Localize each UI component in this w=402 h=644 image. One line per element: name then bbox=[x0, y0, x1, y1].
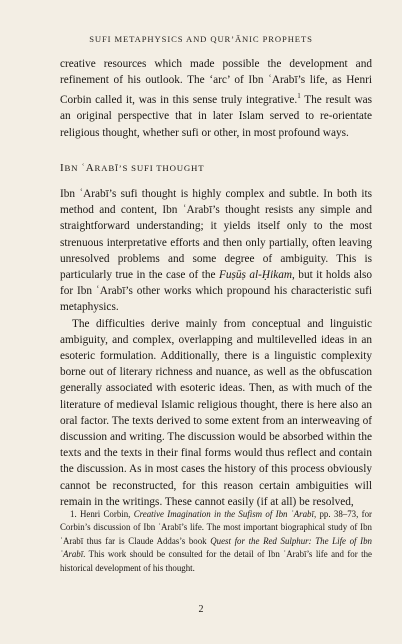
note-reference: 1 bbox=[297, 92, 301, 101]
main-text bbox=[60, 56, 372, 510]
paragraph-one: Ibn ʿArabī’s sufi thought is highly complex and subtle. In both its method and content, Ibn ʿArabī’s thought resists any simple and straightforward understanding; it yields itself only to the most strenuous interpretative efforts and then only partially, often leaving unresolved problems and some degree of ambiguity. This is particularly true in the case of the Fuṣūṣ al-Ḥikam, but it holds also for Ibn ʿArabī’s other works which propound his characteristic sufi metaphysics. bbox=[60, 187, 373, 314]
intro-text: creative resources which made possible the development and refinement of his outlook. The ‘arc’ of Ibn ʿArabī’s life, as Henri Corbin called it, was in this sense truly integrative. bbox=[60, 58, 372, 107]
paragraph-two: The difficulties derive mainly from conceptual and linguistic ambiguity, and complex, overlapping and multilevelled ideas in an esoteric formulation. Additionally, there is a linguistic complexity borne out of literary richness and nuance, as well as the obfuscation generally associated with esoteric ideas. Then, as with much of the literature of medieval Islamic religious thought, there is here also an oral factor. The texts derived to some extent from an interweaving of discussion and writing. The discussion would be absorbed within the texts and the texts in their final forms would thus reflect and contain the discussion. As in most cases the history of this process obviously cannot be reconstructed, for this reason certain ambiguities will remain in the writings. These cannot easily (if at all) be resolved, bbox=[60, 317, 372, 508]
intro-text-end: The result was an original perspective that in later Islam served to re-orientate religious thought, whether sufi or other, in most profound ways. bbox=[60, 94, 373, 139]
section-heading: IBN ʿARABĪ’S SUFI THOUGHT bbox=[60, 161, 205, 174]
footnote-book-title: Creative Imagination in the Sufism of Ibn ʿArabī bbox=[133, 509, 314, 519]
footnote-book-title-2: Quest for the Red Sulphur: The Life of Ibn ʿArabī bbox=[60, 535, 372, 560]
running-head: SUFI METAPHYSICS AND QUR’ĀNIC PROPHETS bbox=[89, 34, 313, 44]
work-title: Fuṣūṣ al-Ḥikam bbox=[218, 269, 293, 281]
footnote: 1. Henri Corbin, Creative Imagination in the Sufism of Ibn ʿArabī, pp. 38–73, for Corbin’s discussion of Ibn ʿArabī’s life. The most important biographical study of Ibn ʿArabī thus far is Claude Addas’s book Quest for the Red Sulphur: The Life of Ibn ʿArabī. This work should be consulted for the detail of Ibn ʿArabī’s life and for the historical development of his thought. bbox=[60, 509, 372, 573]
footnote-block bbox=[60, 508, 372, 575]
intro-paragraph bbox=[60, 56, 372, 141]
page-number: 2 bbox=[198, 604, 204, 615]
